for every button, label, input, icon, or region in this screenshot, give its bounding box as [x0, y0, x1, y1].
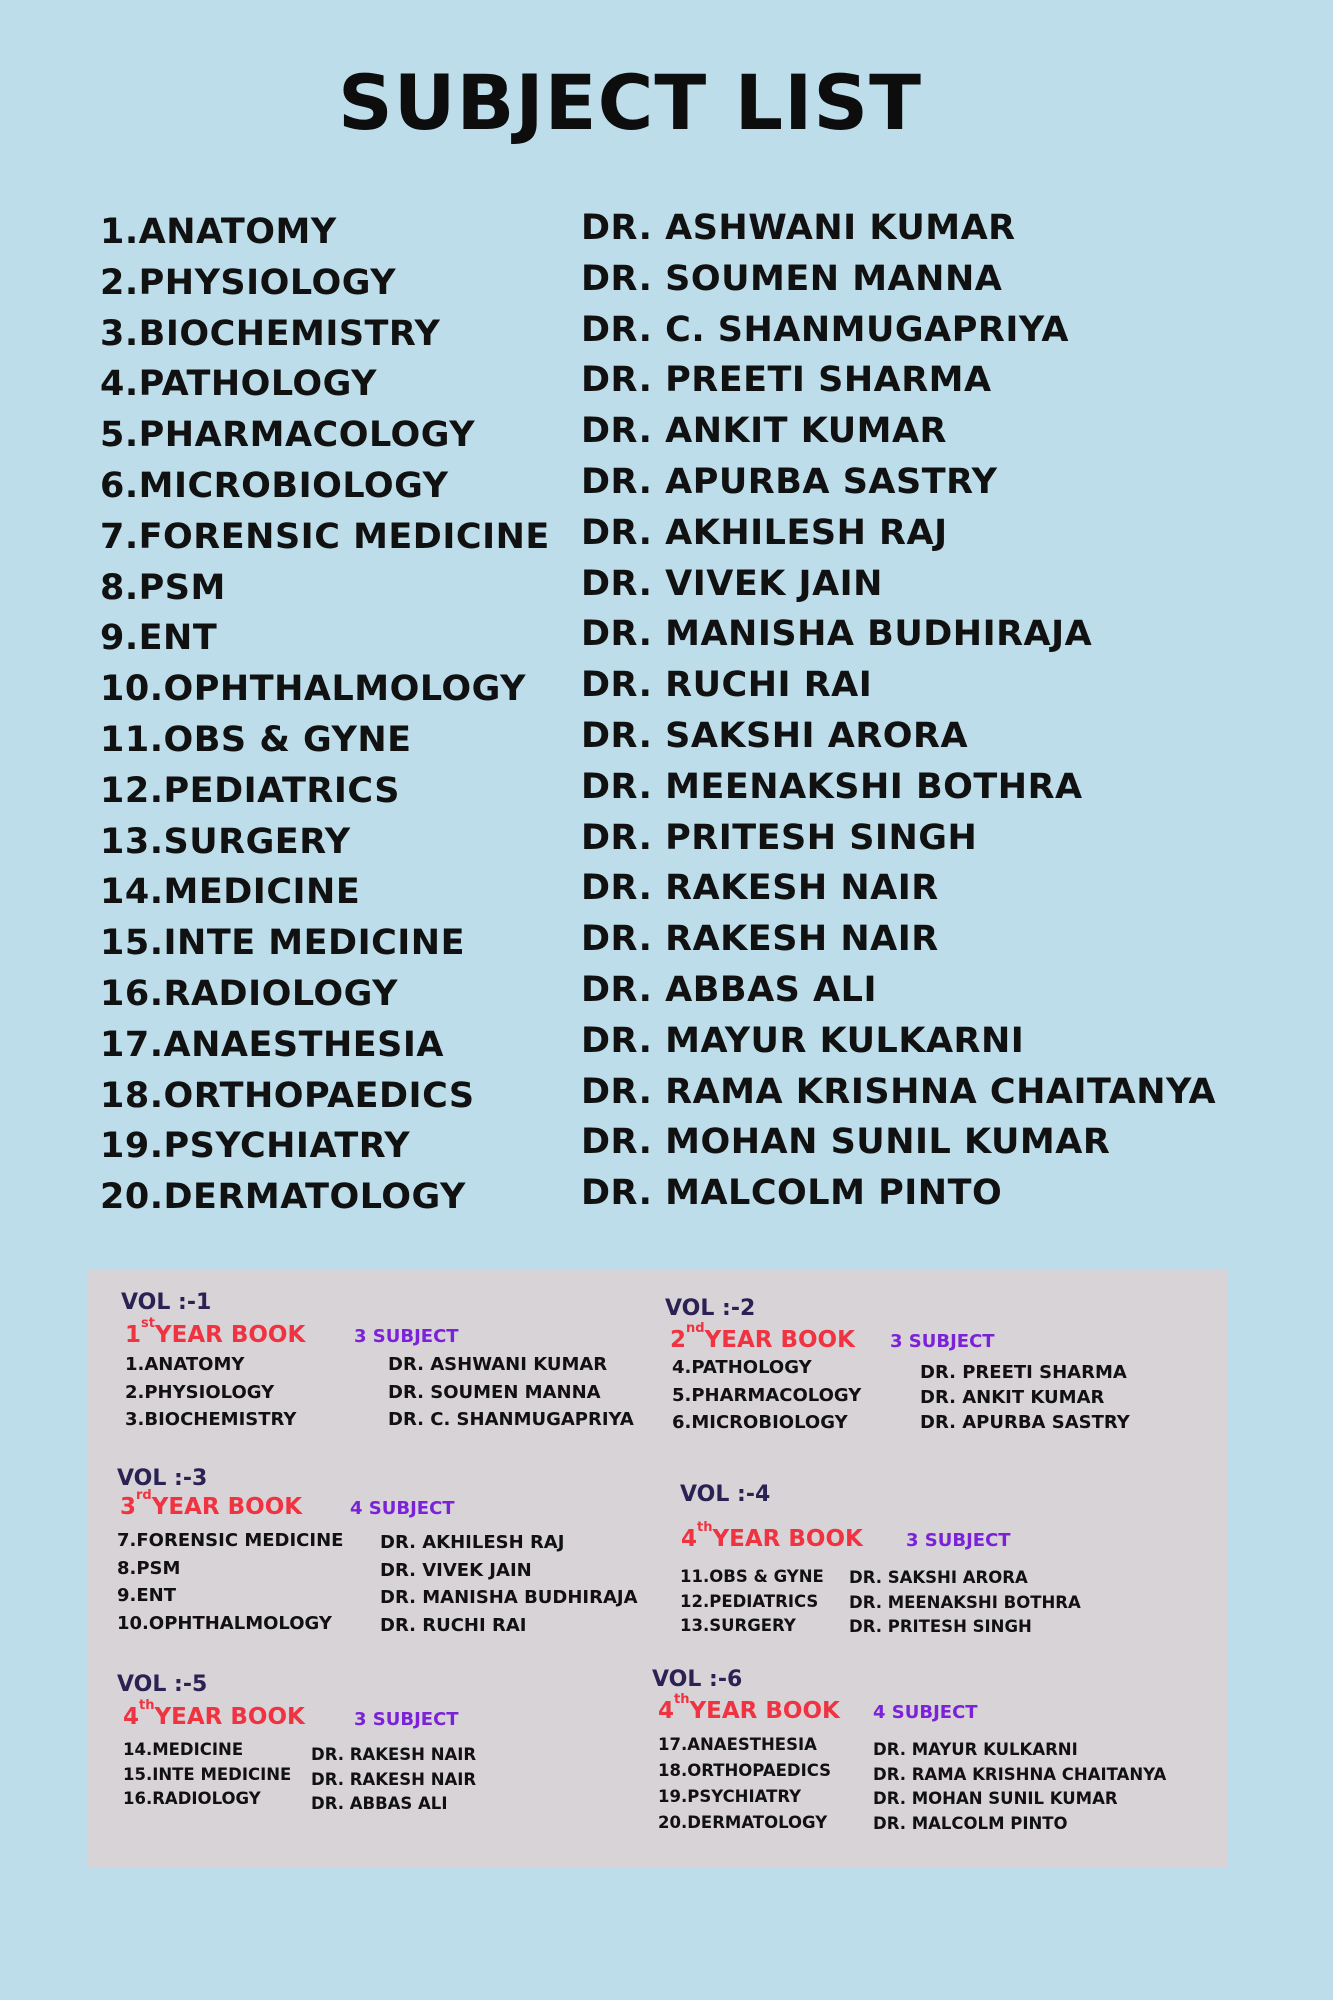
subject-count: 3 SUBJECT [906, 1530, 1011, 1551]
year-book-title [120, 1488, 303, 1520]
year-suffix: th [697, 1520, 713, 1535]
subject-name: 9.ENT [100, 618, 218, 659]
list-item: DR. MALCOLM PINTO [873, 1813, 1068, 1833]
volume-subjects [117, 1530, 343, 1640]
subject-name: 18.ORTHOPAEDICS [100, 1075, 475, 1116]
subject-name: 6.MICROBIOLOGY [100, 465, 449, 506]
year-book-text: YEAR BOOK [154, 1322, 306, 1348]
list-item: 3.BIOCHEMISTRY [125, 1409, 297, 1430]
doctor-name: DR. ASHWANI KUMAR [581, 208, 1016, 248]
volume-doctors [873, 1740, 1166, 1838]
doctor-name: DR. SAKSHI ARORA [581, 715, 969, 756]
list-item: DR. ABBAS ALI [311, 1794, 448, 1813]
year-suffix: st [141, 1316, 155, 1331]
volume-doctors [849, 1568, 1081, 1642]
list-item: DR. RAKESH NAIR [311, 1745, 477, 1764]
volume-label: VOL :-2 [665, 1296, 756, 1321]
list-item: DR. SAKSHI ARORA [849, 1568, 1028, 1587]
subject-name: 19.PSYCHIATRY [100, 1126, 411, 1167]
subject-name: 12.PEDIATRICS [100, 770, 400, 811]
year-book-text: YEAR BOOK [154, 1704, 305, 1730]
year-book-title [658, 1692, 840, 1724]
subject-name: 13.SURGERY [100, 821, 351, 862]
list-item: 20.DERMATOLOGY [658, 1813, 828, 1832]
list-item: 11.OBS & GYNE [680, 1567, 824, 1586]
doctor-name: DR. RAKESH NAIR [581, 919, 939, 960]
list-item: 14.MEDICINE [123, 1740, 244, 1759]
list-item: 13.SURGERY [680, 1616, 796, 1635]
list-item: DR. PREETI SHARMA [920, 1362, 1127, 1383]
volume-label: VOL :-3 [117, 1466, 208, 1491]
doctor-name: DR. PRITESH SINGH [581, 817, 978, 858]
volume-subjects [123, 1740, 291, 1814]
doctor-name: DR. C. SHANMUGAPRIYA [581, 309, 1069, 350]
volume-subjects [680, 1567, 824, 1641]
list-item: 6.MICROBIOLOGY [672, 1412, 848, 1433]
volume-subjects [125, 1354, 296, 1437]
list-item: DR. MANISHA BUDHIRAJA [380, 1587, 638, 1608]
year-book-text: YEAR BOOK [712, 1526, 863, 1552]
volume-label: VOL :-4 [680, 1482, 771, 1507]
list-item: DR. PRITESH SINGH [849, 1617, 1032, 1636]
list-item: DR. APURBA SASTRY [920, 1412, 1130, 1433]
subject-name: 20.DERMATOLOGY [100, 1177, 466, 1218]
subject-name: 5.PHARMACOLOGY [100, 415, 476, 456]
volumes-panel [88, 1270, 1227, 1867]
subject-name: 7.FORENSIC MEDICINE [100, 516, 550, 557]
list-item: DR. MEENAKSHI BOTHRA [849, 1592, 1081, 1612]
list-item: 9.ENT [117, 1585, 177, 1606]
doctor-name: DR. MEENAKSHI BOTHRA [581, 766, 1083, 807]
list-item: DR. MAYUR KULKARNI [873, 1740, 1078, 1759]
subject-count: 4 SUBJECT [873, 1702, 978, 1723]
doctor-name: DR. MOHAN SUNIL KUMAR [581, 1122, 1111, 1163]
volume-label: VOL :-6 [652, 1667, 743, 1692]
doctor-name: DR. MAYUR KULKARNI [581, 1020, 1025, 1061]
list-item: DR. C. SHANMUGAPRIYA [388, 1409, 634, 1430]
volume-subjects [658, 1735, 831, 1839]
subject-name: 14.MEDICINE [100, 872, 361, 913]
volume-doctors [388, 1354, 634, 1437]
list-item: 2.PHYSIOLOGY [125, 1381, 275, 1403]
volume-label: VOL :-5 [117, 1672, 208, 1697]
subject-count: 4 SUBJECT [350, 1498, 455, 1519]
subject-name: 17.ANAESTHESIA [100, 1024, 444, 1065]
page-title: SUBJECT LIST [338, 58, 922, 147]
list-item: DR. RAKESH NAIR [311, 1769, 477, 1789]
list-item: 16.RADIOLOGY [123, 1789, 261, 1808]
subject-name: 10.OPHTHALMOLOGY [100, 669, 526, 710]
list-item: DR. ANKIT KUMAR [920, 1387, 1105, 1408]
list-item: DR. SOUMEN MANNA [388, 1381, 601, 1403]
doctor-name: DR. MANISHA BUDHIRAJA [581, 614, 1093, 655]
subject-name: 2.PHYSIOLOGY [100, 262, 397, 303]
doctor-name: DR. MALCOLM PINTO [581, 1173, 1003, 1214]
volume-label: VOL :-1 [121, 1290, 212, 1315]
subject-name: 3.BIOCHEMISTRY [100, 313, 441, 354]
doctor-name: DR. ABBAS ALI [581, 969, 877, 1010]
list-item: DR. ASHWANI KUMAR [388, 1354, 608, 1375]
year-book-title [125, 1316, 306, 1348]
list-item: DR. MOHAN SUNIL KUMAR [873, 1789, 1118, 1808]
year-number: 3 [120, 1494, 137, 1520]
list-item: 18.ORTHOPAEDICS [658, 1761, 832, 1780]
list-item: 1.ANATOMY [125, 1354, 245, 1375]
year-number: 4 [658, 1698, 675, 1724]
list-item: 7.FORENSIC MEDICINE [117, 1530, 344, 1551]
doctor-name: DR. ANKIT KUMAR [581, 411, 948, 452]
year-number: 4 [123, 1704, 140, 1730]
volume-doctors [380, 1532, 638, 1642]
doctor-name: DR. AKHILESH RAJ [581, 512, 948, 553]
year-suffix: nd [686, 1321, 705, 1336]
list-item: 17.ANAESTHESIA [658, 1735, 817, 1754]
list-item: 8.PSM [117, 1557, 181, 1579]
list-item: 19.PSYCHIATRY [658, 1787, 802, 1806]
year-book-text: YEAR BOOK [689, 1698, 840, 1724]
volume-subjects [672, 1357, 861, 1440]
subject-count: 3 SUBJECT [890, 1331, 995, 1352]
list-item: DR. AKHILESH RAJ [380, 1532, 565, 1553]
year-book-text: YEAR BOOK [151, 1494, 303, 1520]
doctor-name: DR. PREETI SHARMA [581, 360, 992, 401]
subject-name: 4.PATHOLOGY [100, 364, 377, 405]
list-item: DR. RAMA KRISHNA CHAITANYA [873, 1764, 1167, 1784]
subject-name: 1.ANATOMY [100, 212, 337, 252]
doctor-name: DR. RAMA KRISHNA CHAITANYA [581, 1071, 1217, 1112]
doctor-name: DR. APURBA SASTRY [581, 461, 998, 502]
year-number: 2 [670, 1327, 687, 1353]
subject-count: 3 SUBJECT [354, 1709, 459, 1730]
volume-doctors [920, 1362, 1130, 1437]
list-item: 12.PEDIATRICS [680, 1591, 819, 1611]
volume-doctors [311, 1745, 476, 1819]
doctor-name: DR. SOUMEN MANNA [581, 258, 1003, 299]
subject-count: 3 SUBJECT [354, 1326, 459, 1347]
year-suffix: th [674, 1692, 690, 1707]
year-suffix: th [139, 1698, 155, 1713]
year-number: 4 [681, 1526, 698, 1552]
list-item: DR. VIVEK JAIN [380, 1559, 532, 1581]
list-item: 15.INTE MEDICINE [123, 1764, 292, 1784]
list-item: 4.PATHOLOGY [672, 1357, 812, 1378]
subject-name: 16.RADIOLOGY [100, 973, 398, 1014]
list-item: 10.OPHTHALMOLOGY [117, 1612, 332, 1634]
subject-name: 15.INTE MEDICINE [100, 923, 466, 964]
doctor-name: DR. VIVEK JAIN [581, 563, 883, 604]
subject-name: 8.PSM [100, 567, 226, 608]
doctor-name: DR. RAKESH NAIR [581, 868, 939, 909]
year-book-title [670, 1321, 855, 1353]
year-book-title [123, 1698, 305, 1730]
subject-name: 11.OBS & GYNE [100, 719, 412, 760]
year-book-text: YEAR BOOK [704, 1327, 855, 1353]
list-item: DR. RUCHI RAI [380, 1614, 527, 1636]
year-suffix: rd [136, 1488, 152, 1503]
year-book-title [681, 1520, 863, 1552]
year-number: 1 [125, 1322, 142, 1348]
list-item: 5.PHARMACOLOGY [672, 1384, 862, 1406]
doctor-name: DR. RUCHI RAI [581, 665, 873, 706]
